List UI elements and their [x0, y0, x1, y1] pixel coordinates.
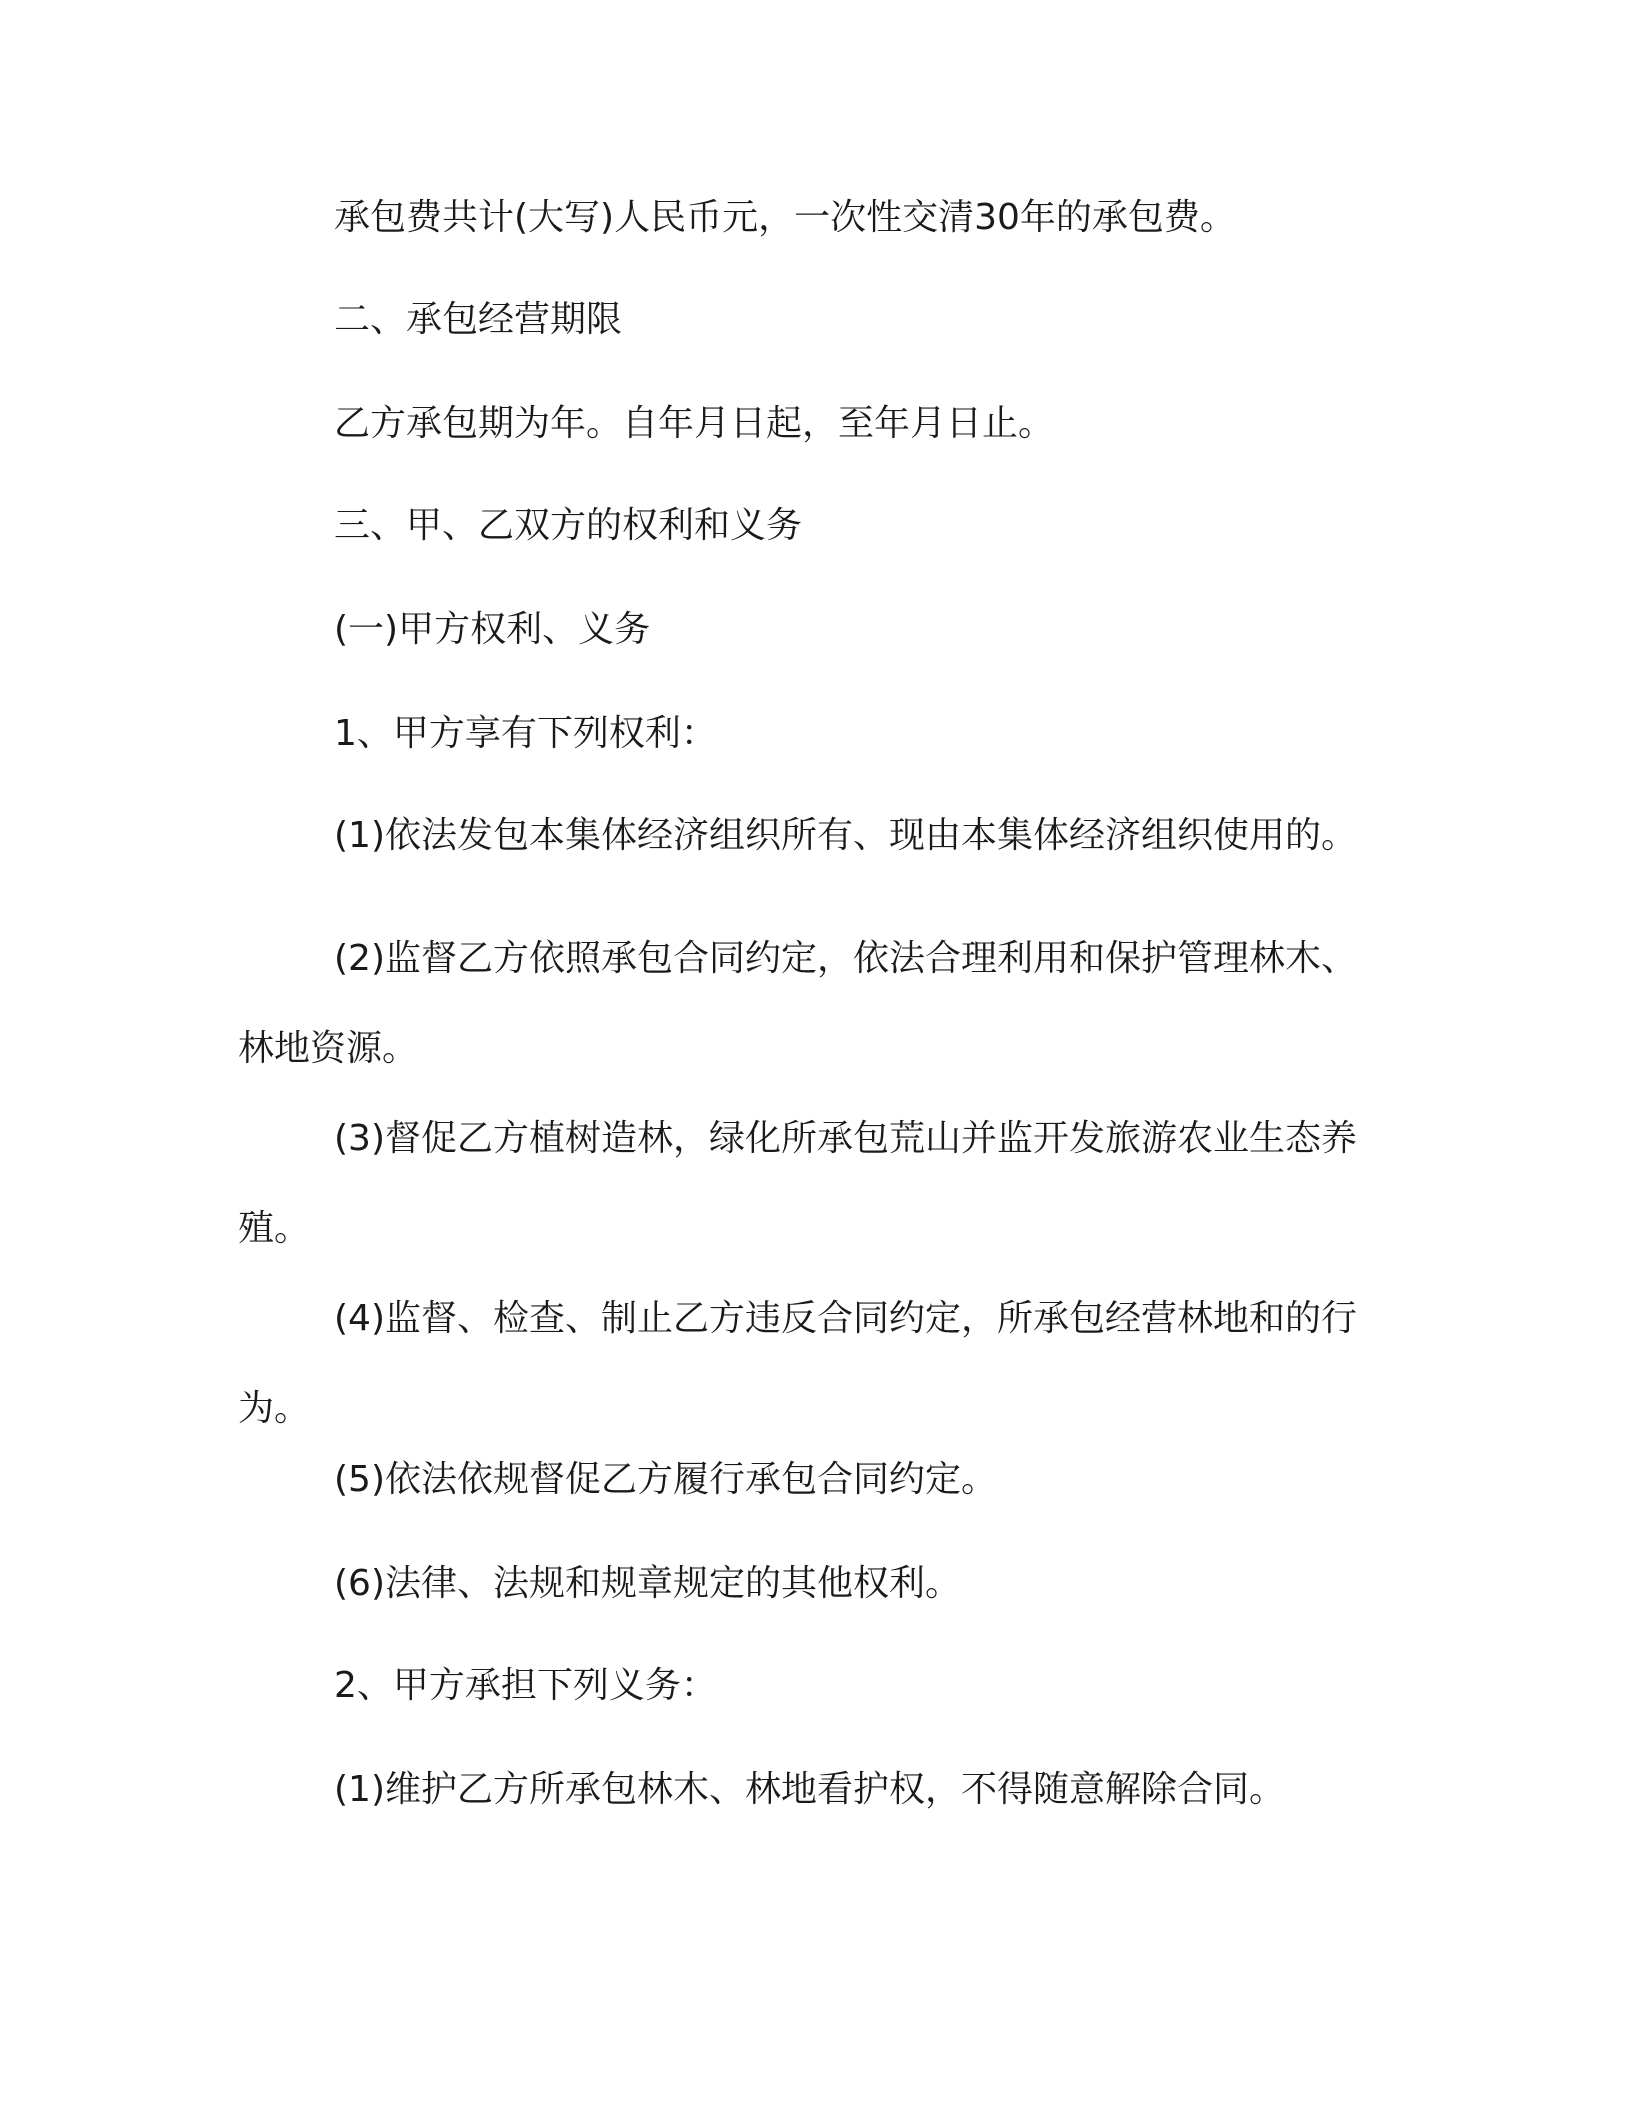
paragraph-contract-period: 乙方承包期为年。自年月日起，至年月日止。: [334, 403, 1055, 444]
list-heading-party-a-obligations: 2、甲方承担下列义务：: [334, 1665, 717, 1706]
heading-contract-term: 二、承包经营期限: [334, 299, 623, 340]
subheading-party-a: (一)甲方权利、义务: [334, 609, 651, 650]
heading-rights-obligations: 三、甲、乙双方的权利和义务: [334, 505, 803, 546]
right-item-1: (1)依法发包本集体经济组织所有、现由本集体经济组织使用的。: [334, 815, 1357, 856]
right-item-4: (4)监督、检查、制止乙方违反合同约定，所承包经营林地和的行为。: [238, 1298, 1357, 1429]
right-item-6: (6)法律、法规和规章规定的其他权利。: [334, 1563, 961, 1604]
paragraph-contract-fee: 承包费共计(大写)人民币元，一次性交清30年的承包费。: [334, 197, 1236, 238]
list-heading-party-a-rights: 1、甲方享有下列权利：: [334, 713, 717, 754]
right-item-3: (3)督促乙方植树造林，绿化所承包荒山并监开发旅游农业生态养殖。: [238, 1118, 1357, 1249]
right-item-5: (5)依法依规督促乙方履行承包合同约定。: [334, 1459, 997, 1500]
obligation-item-1: (1)维护乙方所承包林木、林地看护权，不得随意解除合同。: [334, 1769, 1285, 1810]
right-item-2: (2)监督乙方依照承包合同约定，依法合理利用和保护管理林木、林地资源。: [238, 938, 1357, 1069]
